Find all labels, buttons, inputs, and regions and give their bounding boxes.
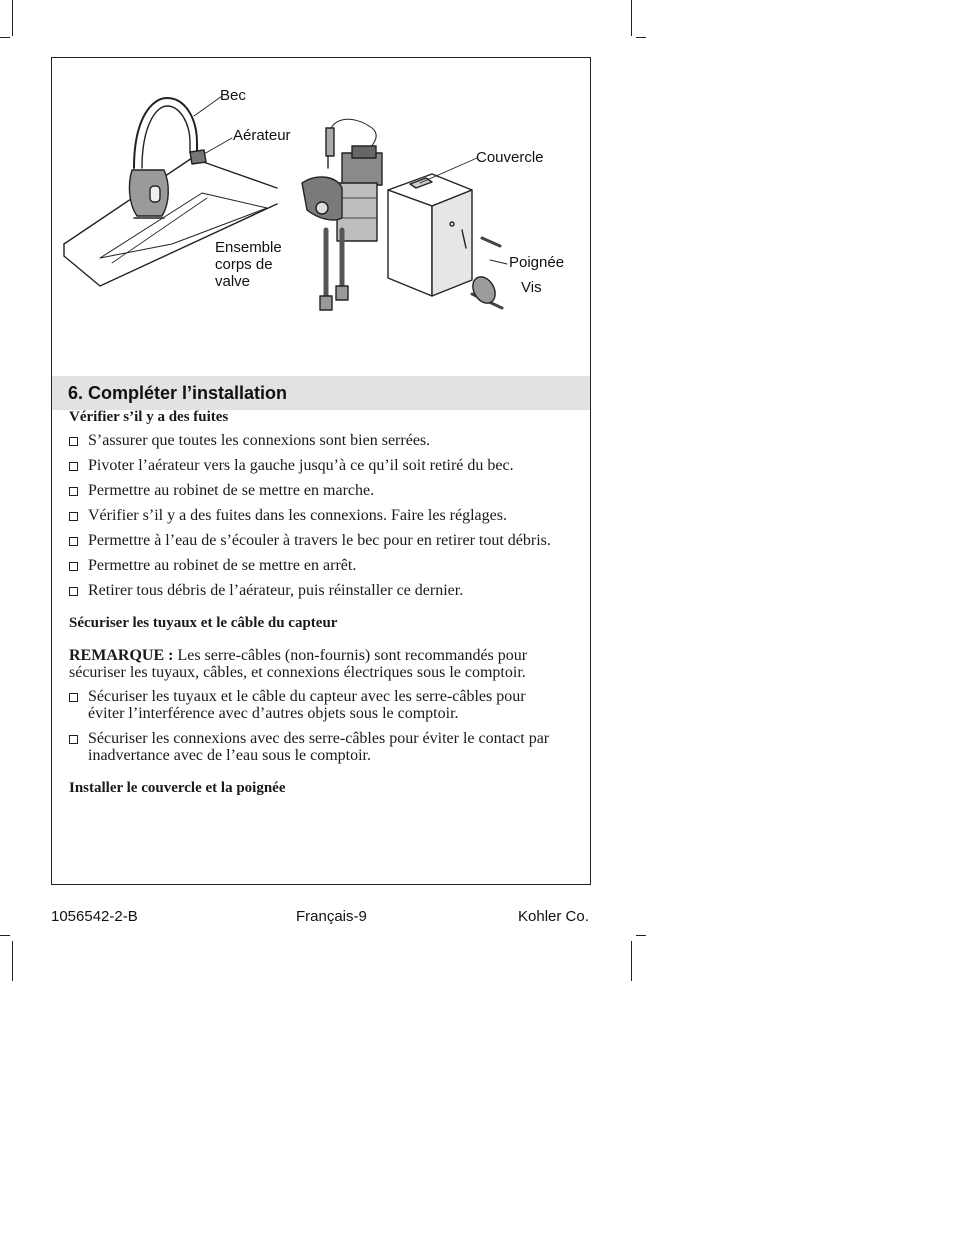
footer-page-number: Français-9 <box>296 908 367 925</box>
checkbox-icon <box>69 735 78 744</box>
crop-mark <box>0 37 10 38</box>
checkbox-icon <box>69 462 78 471</box>
checklist-item-text: Permettre au robinet de se mettre en marche. <box>88 482 375 499</box>
checkbox-icon <box>69 693 78 702</box>
leaks-heading: Vérifier s’il y a des fuites <box>69 409 229 425</box>
checklist-item-text: Sécuriser les tuyaux et le câble du capteur avec les serre-câbles pour éviter l’interférence avec d’autres objets sous le comptoir. <box>88 688 526 722</box>
checklist-item <box>69 688 559 722</box>
secure-heading: Sécuriser les tuyaux et le câble du capteur <box>69 615 338 631</box>
footer-company: Kohler Co. <box>518 908 589 925</box>
checklist-item <box>69 457 559 474</box>
checklist-item <box>69 482 559 499</box>
checkbox-icon <box>69 537 78 546</box>
crop-mark <box>631 0 632 36</box>
checkbox-icon <box>69 512 78 521</box>
crop-mark <box>636 37 646 38</box>
callout-poignee: Poignée <box>509 254 565 271</box>
faucet-diagram <box>52 58 592 376</box>
secure-checklist <box>69 688 559 764</box>
crop-mark <box>12 0 13 36</box>
callout-couvercle: Couvercle <box>476 149 544 166</box>
handle-icon <box>468 273 499 307</box>
checklist-item-text: Pivoter l’aérateur vers la gauche jusqu’à ce qu’il soit retiré du bec. <box>88 457 514 474</box>
faucet-illustration <box>52 58 592 376</box>
callout-aerateur: Aérateur <box>233 127 291 144</box>
section-title: 6. Compléter l’installation <box>68 383 288 403</box>
crop-mark <box>636 935 646 936</box>
crop-mark <box>631 941 632 981</box>
valve-body-assembly <box>302 119 382 310</box>
crop-mark <box>0 935 10 936</box>
checklist-item-text: Retirer tous débris de l’aérateur, puis réinstaller ce dernier. <box>88 582 464 599</box>
section-header-bar <box>52 376 590 410</box>
callout-vis: Vis <box>521 279 542 296</box>
checkbox-icon <box>69 487 78 496</box>
note-label: REMARQUE : <box>69 647 174 664</box>
crop-mark <box>12 941 13 981</box>
checklist-item <box>69 582 559 599</box>
note-text: Les serre-câbles (non-fournis) sont recommandés pour sécuriser les tuyaux, câbles, et connexions électriques sous le comptoir. <box>69 647 528 681</box>
callout-ensemble-line: Ensemble <box>215 239 282 256</box>
checklist-item <box>69 730 559 764</box>
checklist-item <box>69 557 559 574</box>
callout-bec: Bec <box>220 87 246 104</box>
checklist-item-text: Sécuriser les connexions avec des serre-câbles pour éviter le contact par inadvertance avec de l’eau sous le comptoir. <box>88 730 550 764</box>
checklist-item <box>69 507 559 524</box>
cover-heading: Installer le couvercle et la poignée <box>69 780 286 796</box>
checklist-item-text: Permettre au robinet de se mettre en arrêt. <box>88 557 357 574</box>
checkbox-icon <box>69 562 78 571</box>
instructions-body <box>69 408 559 797</box>
leaks-checklist <box>69 432 559 599</box>
aerator-icon <box>190 150 206 164</box>
note-paragraph <box>69 647 559 681</box>
checklist-item <box>69 432 559 449</box>
checklist-item <box>69 532 559 549</box>
checklist-item-text: S’assurer que toutes les connexions sont bien serrées. <box>88 432 431 449</box>
content-frame <box>51 57 591 885</box>
checklist-item-text: Permettre à l’eau de s’écouler à travers le bec pour en retirer tout débris. <box>88 532 551 549</box>
callout-ensemble-line: corps de <box>215 256 273 273</box>
cover-box <box>388 174 472 296</box>
checkbox-icon <box>69 437 78 446</box>
callout-ensemble <box>215 239 282 290</box>
checkbox-icon <box>69 587 78 596</box>
callout-ensemble-line: valve <box>215 273 251 290</box>
checklist-item-text: Vérifier s’il y a des fuites dans les connexions. Faire les réglages. <box>88 507 507 524</box>
footer-doc-number: 1056542-2-B <box>51 908 138 925</box>
